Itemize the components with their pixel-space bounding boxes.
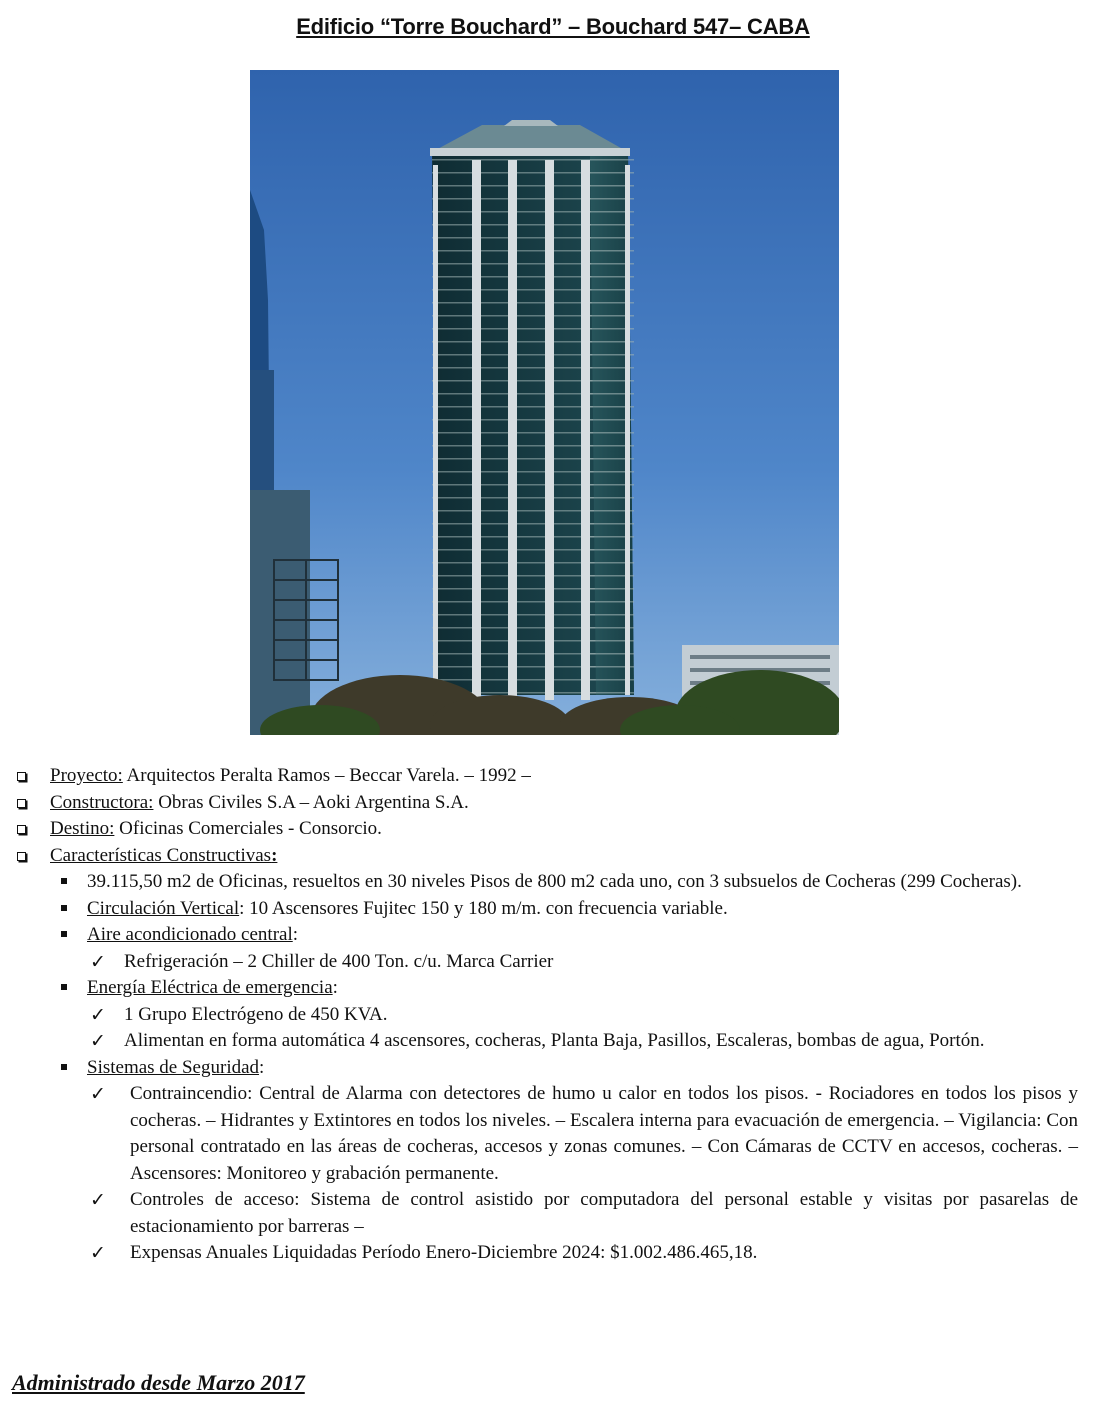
list-item-aire bbox=[14, 922, 1078, 949]
square-bullet-icon bbox=[17, 825, 26, 834]
checkmark-icon: ✓ bbox=[90, 950, 106, 973]
list-item-energia bbox=[14, 975, 1078, 1002]
list-item-expensas bbox=[14, 1240, 1078, 1267]
page-title: Edificio “Torre Bouchard” – Bouchard 547– CABA bbox=[296, 14, 810, 39]
controles-text: Controles de acceso: Sistema de control asistido por computadora del personal estable y visitas por pasarelas de estacionamiento por barreras – bbox=[130, 1189, 1078, 1237]
list-item-alimentan bbox=[14, 1028, 1078, 1055]
contraincendio-text: Contraincendio: Central de Alarma con detectores de humo u calor en todos los pisos. - Rociadores en todos los pisos y cocheras. – Hidrantes y Extintores en todos los niveles. – Escalera interna para evacuación de emergencia. – Vigilancia: Con personal contratado en las áreas de cocheras, accesos y zonas comunes. – Con Cámaras de CCTV en accesos, cocheras. – Ascensores: Monitoreo y grabación permanente. bbox=[130, 1083, 1078, 1184]
list-item-destino bbox=[14, 816, 1078, 843]
checkmark-icon: ✓ bbox=[90, 1242, 106, 1264]
proyecto-text: Arquitectos Peralta Ramos – Beccar Varela. – 1992 – bbox=[122, 765, 531, 786]
circulacion-label: Circulación Vertical bbox=[87, 897, 240, 919]
destino-text: Oficinas Comerciales - Consorcio. bbox=[114, 818, 382, 839]
caracteristicas-colon: : bbox=[271, 844, 278, 866]
square-bullet-icon bbox=[61, 984, 67, 990]
checkmark-icon: ✓ bbox=[90, 1030, 106, 1052]
oficinas-text: 39.115,50 m2 de Oficinas, resueltos en 30 niveles Pisos de 800 m2 cada uno, con 3 subsuelos de Cocheras (299 Cocheras). bbox=[87, 871, 1022, 892]
destino-label: Destino: bbox=[50, 818, 115, 839]
list-item-oficinas bbox=[14, 869, 1078, 896]
energia-text: : bbox=[332, 977, 338, 998]
list-item-grupo bbox=[14, 1002, 1078, 1029]
square-bullet-icon bbox=[61, 931, 67, 937]
caracteristicas-label: Características Constructivas bbox=[50, 844, 272, 866]
circulacion-text: : 10 Ascensores Fujitec 150 y 180 m/m. con frecuencia variable. bbox=[239, 897, 728, 919]
features-list bbox=[14, 763, 1078, 1267]
checkmark-icon: ✓ bbox=[90, 1003, 106, 1026]
proyecto-label: Proyecto: bbox=[50, 765, 123, 786]
list-item-seguridad bbox=[14, 1055, 1078, 1082]
list-item-caracteristicas bbox=[14, 843, 1078, 870]
footer-note: Administrado desde Marzo 2017 bbox=[12, 1370, 305, 1395]
seguridad-label: Sistemas de Seguridad bbox=[87, 1056, 260, 1078]
expensas-text: Expensas Anuales Liquidadas Período Enero-Diciembre 2024: $1.002.486.465,18. bbox=[130, 1242, 758, 1263]
list-item-refrigeracion bbox=[14, 949, 1078, 976]
list-item-constructora bbox=[14, 790, 1078, 817]
seguridad-text: : bbox=[259, 1056, 265, 1078]
square-bullet-icon bbox=[61, 878, 67, 884]
grupo-text: 1 Grupo Electrógeno de 450 KVA. bbox=[124, 1003, 388, 1025]
square-bullet-icon bbox=[61, 905, 67, 911]
constructora-text: Obras Civiles S.A – Aoki Argentina S.A. bbox=[153, 791, 469, 813]
energia-label: Energía Eléctrica de emergencia bbox=[87, 977, 333, 998]
square-bullet-icon bbox=[17, 799, 26, 808]
square-bullet-icon bbox=[61, 1064, 67, 1070]
aire-text: : bbox=[292, 924, 299, 945]
checkmark-icon: ✓ bbox=[90, 1189, 106, 1211]
refrigeracion-text: Refrigeración – 2 Chiller de 400 Ton. c/u. Marca Carrier bbox=[124, 950, 554, 972]
aire-label: Aire acondicionado central bbox=[87, 924, 293, 945]
square-bullet-icon bbox=[17, 852, 26, 861]
list-item-controles bbox=[14, 1187, 1078, 1240]
checkmark-icon: ✓ bbox=[90, 1083, 106, 1105]
building-photo bbox=[250, 70, 839, 735]
constructora-label: Constructora: bbox=[50, 791, 154, 813]
list-item-contraincendio bbox=[14, 1081, 1078, 1187]
list-item-proyecto bbox=[14, 763, 1078, 790]
alimentan-text: Alimentan en forma automática 4 ascensores, cocheras, Planta Baja, Pasillos, Escaleras, bombas de agua, Portón. bbox=[124, 1030, 985, 1051]
square-bullet-icon bbox=[17, 772, 26, 781]
list-item-circulacion bbox=[14, 896, 1078, 923]
